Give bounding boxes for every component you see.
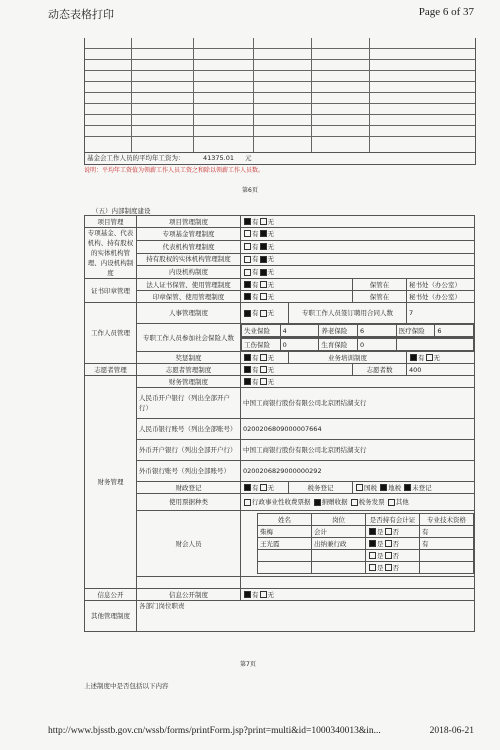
footer-question: 上述制度中是否包括以下内容 xyxy=(84,682,169,690)
cell-insured: 专职工作人员参加社会保险人数 xyxy=(137,324,241,352)
checkbox-checked-icon xyxy=(260,230,267,237)
checkbox-empty-icon xyxy=(260,366,267,373)
checkbox-empty-icon xyxy=(385,564,392,571)
cell-tax-reg: 税务登记 xyxy=(289,482,353,494)
cell-keeper-val: 秘书处（办公室） xyxy=(407,279,475,291)
avg-salary-value: 41375.01 xyxy=(203,154,235,162)
checkbox-checked-icon xyxy=(244,281,251,288)
cell-fx-acct: 外币银行账号（列出全部账号） xyxy=(137,461,241,482)
cell-bills: 使用票据种类 xyxy=(137,494,241,511)
checkbox-checked-icon xyxy=(369,528,376,535)
cell-other: 其他管理制度 xyxy=(85,601,137,632)
checkbox-checked-icon xyxy=(244,591,251,598)
checkbox-empty-icon xyxy=(260,310,267,317)
checkbox-checked-icon xyxy=(244,218,251,225)
page-7-label: 第7页 xyxy=(240,661,256,668)
checkbox-checked-icon xyxy=(244,378,251,385)
checkbox-empty-icon xyxy=(260,591,267,598)
cell-seal-cert: 法人证书保管、使用管理制度 xyxy=(137,279,241,291)
checkbox-empty-icon xyxy=(385,528,392,535)
cell-rmb-bank: 人民币开户银行（列出全部开户行） xyxy=(137,388,241,419)
cell-hr: 人事管理制度 xyxy=(137,303,241,324)
checkbox-empty-icon xyxy=(260,484,267,491)
cell-project-mgmt: 项目管理 xyxy=(85,216,137,228)
yesno-rep-org: 有 无 xyxy=(241,240,475,253)
cell-vol-count: 志愿者数 xyxy=(353,364,407,376)
cell-rmb-acct: 人民币银行账号（列出全部账号） xyxy=(137,419,241,440)
footer-url: http://www.bjsstb.gov.cn/wssb/forms/printForm.jsp?print=multi&id=1000340013&in... xyxy=(48,726,381,736)
checkbox-checked-icon xyxy=(244,293,251,300)
checkbox-checked-icon xyxy=(380,484,387,491)
cell-seal: 证书印章管理 xyxy=(85,279,137,303)
cell-reward: 奖惩制度 xyxy=(137,352,241,364)
page-6-label: 第6页 xyxy=(242,187,258,194)
table-row: 王光霞 出纳兼行政 是 否 有 xyxy=(258,538,474,550)
page-number: Page 6 of 37 xyxy=(418,6,474,18)
cell-special-group: 专项基金、代表机构、持有股权的实体机构管理、内设机构制度 xyxy=(85,228,137,279)
average-salary-row xyxy=(84,152,476,165)
cell-info-sys: 信息公开制度 xyxy=(137,589,241,601)
cell-fx-bank-v: 中国工商银行股份有限公司北京团结湖支行 xyxy=(241,440,475,461)
checkbox-checked-icon xyxy=(260,243,267,250)
checkbox-checked-icon xyxy=(244,484,251,491)
ins-unemp: 失业保险 xyxy=(242,325,281,337)
ins-pension-v: 6 xyxy=(358,325,397,337)
avg-salary-unit: 元 xyxy=(245,154,252,162)
checkbox-checked-icon xyxy=(404,484,411,491)
cell-rep-org: 代表机构管理制度 xyxy=(137,240,241,253)
ins-pension: 养老保险 xyxy=(319,325,358,337)
avg-salary-label: 基金会工作人员的平均年工资为： xyxy=(87,154,185,162)
cell-vol-count-v: 400 xyxy=(407,364,475,376)
yesno-project: 有 无 xyxy=(241,216,475,228)
checkbox-empty-icon xyxy=(260,218,267,225)
ins-birth-v: 0 xyxy=(358,339,397,351)
checkbox-empty-icon xyxy=(244,269,251,276)
cell-acct-staff: 财会人员 xyxy=(137,511,241,577)
document-title: 动态表格打印 xyxy=(48,8,114,21)
checkbox-checked-icon xyxy=(244,310,251,317)
cell-staff: 工作人员管理 xyxy=(85,303,137,364)
checkbox-empty-icon xyxy=(369,552,376,559)
checkbox-empty-icon xyxy=(244,499,251,506)
ins-medical-v: 6 xyxy=(435,325,474,337)
cell-contract: 专职工作人员签订聘用合同人数 xyxy=(289,303,407,324)
checkbox-empty-icon xyxy=(244,230,251,237)
cell-fx-acct-v: 0200206829000000292 xyxy=(241,461,475,482)
checkbox-checked-icon xyxy=(410,354,417,361)
cell-fin-reg: 财政登记 xyxy=(137,482,241,494)
checkbox-empty-icon xyxy=(260,281,267,288)
section-title: （五）内部制度建设 xyxy=(92,207,151,215)
checkbox-empty-icon xyxy=(426,354,433,361)
cell-keeper-2: 保管在 xyxy=(353,291,407,303)
salary-note: 说明：平均年工资值为领薪工作人员工资之和除以领薪工作人员数。 xyxy=(84,167,265,174)
acct-col-post: 岗位 xyxy=(312,514,366,526)
yesno-seal-stamp: 有 无 xyxy=(241,291,353,303)
yesno-volunteer: 有 无 xyxy=(241,364,353,376)
yesno-fin-reg: 有 无 xyxy=(241,482,289,494)
checkbox-empty-icon xyxy=(385,540,392,547)
acct-col-cert: 是否持有会计证 xyxy=(366,514,420,526)
previous-table-grid xyxy=(84,38,476,152)
checkbox-empty-icon xyxy=(244,256,251,263)
ins-birth: 生育保险 xyxy=(319,339,358,351)
tax-options: 国税 地税 未登记 xyxy=(353,482,475,494)
yesno-training: 有 无 xyxy=(407,352,475,364)
acct-col-name: 姓名 xyxy=(258,514,312,526)
cell-rmb-bank-v: 中国工商银行股份有限公司北京团结湖支行 xyxy=(241,388,475,419)
cell-special-fund: 专项基金管理制度 xyxy=(137,228,241,241)
checkbox-checked-icon xyxy=(369,540,376,547)
cell-equity-entity: 持有股权的实体机构管理制度 xyxy=(137,253,241,266)
cell-training: 业务培训制度 xyxy=(289,352,407,364)
bill-options: 行政事业性收费票据 捐赠收据 税务发票 其他 xyxy=(241,494,475,511)
cell-info: 信息公开 xyxy=(85,589,137,601)
table-row: 是 否 xyxy=(258,550,474,562)
insurance-row-1 xyxy=(241,324,475,338)
yesno-hr: 有 无 xyxy=(241,303,289,324)
ins-injury: 工伤保险 xyxy=(242,339,281,351)
checkbox-empty-icon xyxy=(351,499,358,506)
checkbox-empty-icon xyxy=(385,552,392,559)
footer-date: 2018-06-21 xyxy=(429,726,474,736)
cell-other-v: 各部门岗位职责 xyxy=(137,601,475,632)
cell-keeper: 保管在 xyxy=(353,279,407,291)
cell-contract-val: 7 xyxy=(407,303,475,324)
yesno-internal: 有 无 xyxy=(241,266,475,279)
insurance-row-2 xyxy=(241,338,475,352)
checkbox-empty-icon xyxy=(260,354,267,361)
yesno-reward: 有 无 xyxy=(241,352,289,364)
checkbox-empty-icon xyxy=(260,293,267,300)
checkbox-checked-icon xyxy=(260,269,267,276)
yesno-seal-cert: 有 无 xyxy=(241,279,353,291)
checkbox-checked-icon xyxy=(244,354,251,361)
cell-rmb-acct-v: 0200206809000007664 xyxy=(241,419,475,440)
cell-vol-sys: 志愿者管理制度 xyxy=(137,364,241,376)
checkbox-empty-icon xyxy=(369,564,376,571)
cell-internal-org: 内设机构制度 xyxy=(137,266,241,279)
acct-staff-grid xyxy=(241,511,475,577)
cell-fx-bank: 外币开户银行（列出全部开户行） xyxy=(137,440,241,461)
ins-injury-v: 0 xyxy=(280,339,319,351)
ins-unemp-v: 4 xyxy=(280,325,319,337)
cell-seal-stamp: 印章保管、使用管理制度 xyxy=(137,291,241,303)
yesno-info: 有 无 xyxy=(241,589,475,601)
acct-col-qual: 专业技术资格 xyxy=(420,514,474,526)
cell-finance: 财务管理 xyxy=(85,376,137,589)
cell-volunteer: 志愿者管理 xyxy=(85,364,137,376)
cell-project-sys: 项目管理制度 xyxy=(137,216,241,228)
checkbox-checked-icon xyxy=(260,256,267,263)
ins-medical: 医疗保险 xyxy=(396,325,435,337)
checkbox-empty-icon xyxy=(356,484,363,491)
checkbox-empty-icon xyxy=(244,243,251,250)
checkbox-empty-icon xyxy=(260,378,267,385)
yesno-fin-sys: 有 无 xyxy=(241,376,475,388)
yesno-special-fund: 有 无 xyxy=(241,228,475,241)
checkbox-empty-icon xyxy=(388,499,395,506)
internal-system-table xyxy=(84,215,475,632)
cell-keeper-val-2: 秘书处（办公室） xyxy=(407,291,475,303)
yesno-equity: 有 无 xyxy=(241,253,475,266)
table-row: 是 否 xyxy=(258,562,474,574)
checkbox-checked-icon xyxy=(314,499,321,506)
table-row: 柴梅 会计 是 否 有 xyxy=(258,526,474,538)
checkbox-checked-icon xyxy=(244,366,251,373)
cell-fin-sys: 财务管理制度 xyxy=(137,376,241,388)
